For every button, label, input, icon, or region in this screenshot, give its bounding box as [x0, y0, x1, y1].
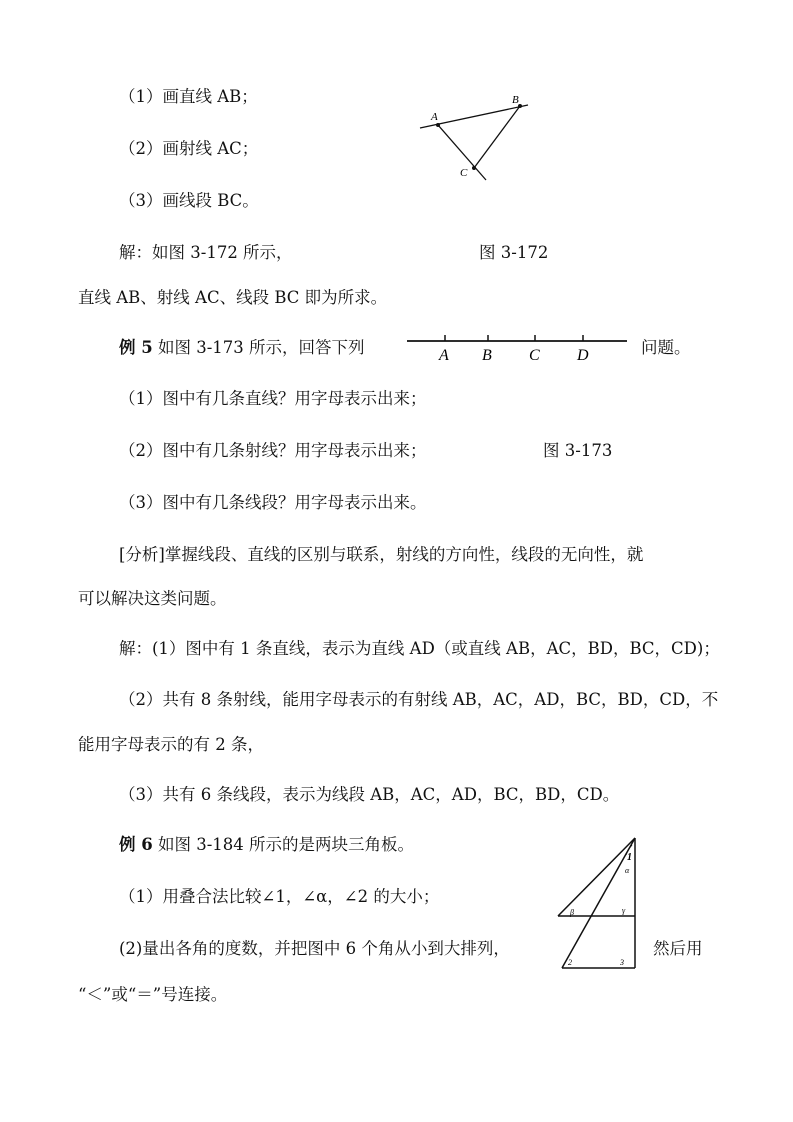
label-b: B [482, 347, 492, 364]
example-6-heading [119, 834, 414, 856]
figure-172 [410, 88, 540, 188]
label-a: A [439, 347, 449, 364]
example-5-label: 例 5 [119, 338, 153, 357]
outer-hypotenuse [558, 838, 635, 916]
label-c: C [529, 347, 540, 364]
angle-3-label: 3 [620, 958, 624, 967]
figure-184 [554, 835, 644, 970]
intro-item-2: （2）画射线 AC； [119, 139, 259, 158]
example-5-heading [119, 337, 365, 359]
label-a: A [431, 111, 438, 123]
inner-hypotenuse [562, 838, 635, 968]
label-c: C [460, 167, 468, 179]
point-a [436, 123, 440, 127]
example-5-solution-1: 解：(1）图中有 1 条直线，表示为直线 AD（或直线 AB，AC，BD，BC，CD)； [119, 639, 720, 658]
figure-173-caption: 图 3-173 [543, 441, 613, 460]
point-c [472, 166, 476, 170]
figure-173 [405, 330, 630, 364]
example-5-analysis-2: 可以解决这类问题。 [78, 589, 227, 608]
angle-alpha-label: α [625, 866, 630, 875]
angle-beta-label: β [570, 908, 574, 917]
example-6-q2-line-2: “＜”或“＝”号连接。 [78, 985, 228, 1004]
example-6-q1: （1）用叠合法比较∠1，∠α，∠2 的大小； [119, 887, 440, 906]
example-5-text: 如图 3-173 所示，回答下列 [157, 338, 365, 357]
example-6-q2: (2)量出各角的度数，并把图中 6 个角从小到大排列， [119, 939, 510, 958]
example-5-analysis-1: [分析]掌握线段、直线的区别与联系，射线的方向性，线段的无向性，就 [119, 545, 644, 564]
example-5-solution-2-line-1: （2）共有 8 条射线，能用字母表示的有射线 AB，AC，AD，BC，BD，CD，不 [119, 690, 719, 709]
example-6-text: 如图 3-184 所示的是两块三角板。 [157, 835, 415, 854]
example-6-q2-after: 然后用 [653, 939, 703, 958]
example-5-q1: （1）图中有几条直线？用字母表示出来； [119, 389, 427, 408]
intro-answer-line-2: 直线 AB、射线 AC、线段 BC 即为所求。 [78, 288, 388, 307]
label-b: B [512, 94, 519, 106]
example-5-solution-3: （3）共有 6 条线段，表示为线段 AB，AC，AD，BC，BD，CD。 [119, 785, 620, 804]
example-6-label: 例 6 [119, 835, 153, 854]
intro-item-3: （3）画线段 BC。 [119, 191, 259, 210]
example-5-q3: （3）图中有几条线段？用字母表示出来。 [119, 493, 427, 512]
angle-1-label: 1 [627, 852, 632, 863]
label-d: D [577, 347, 589, 364]
example-5-solution-2-line-2: 能用字母表示的有 2 条， [78, 735, 264, 754]
example-5-text-after: 问题。 [641, 338, 691, 357]
angle-2-label: 2 [568, 958, 572, 967]
example-5-q2: （2）图中有几条射线？用字母表示出来； [119, 441, 427, 460]
intro-answer-line-1: 解：如图 3-172 所示， [119, 243, 293, 262]
figure-172-caption: 图 3-172 [479, 243, 549, 262]
intro-item-1: （1）画直线 AB； [119, 87, 258, 106]
angle-gamma-label: γ [622, 906, 626, 915]
